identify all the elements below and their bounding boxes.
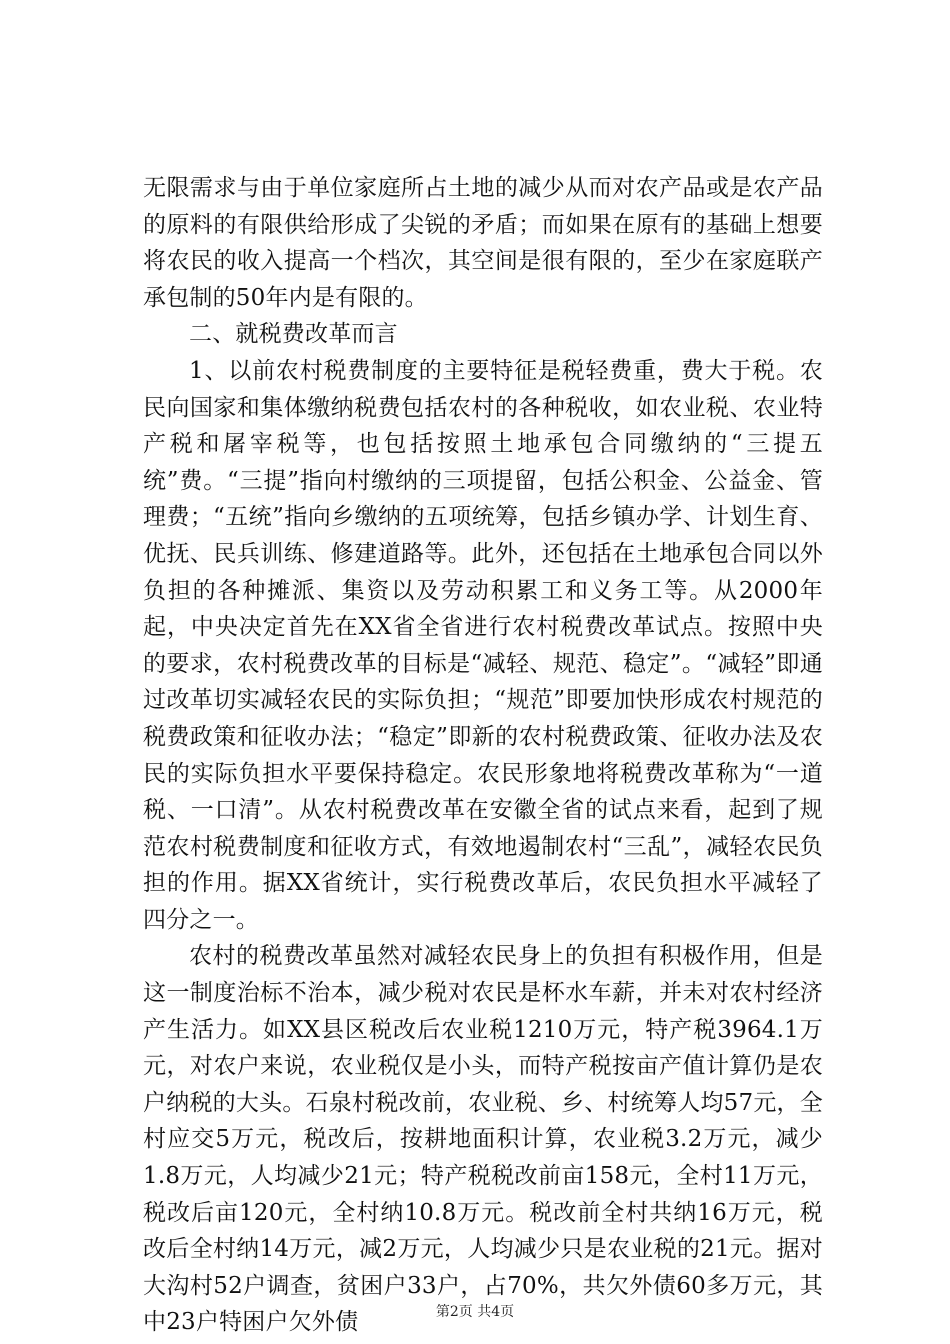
- page-footer: 第2页 共4页: [435, 1304, 515, 1320]
- section-heading: 二、就税费改革而言: [189, 321, 398, 348]
- paragraph-continuation: 无限需求与由于单位家庭所占土地的减少从而对农产品或是农产品的原料的有限供给形成了尖锐的矛盾；而如果在原有的基础上想要将农民的收入提高一个档次，其空间是很有限的，至少在家庭联产承包制的50年内是有限的。: [143, 175, 823, 311]
- document-body: [143, 170, 823, 1341]
- paragraph-tax-reform: 1、以前农村税费制度的主要特征是税轻费重，费大于税。农民向国家和集体缴纳税费包括农村的各种税收，如农业税、农业特产税和屠宰税等，也包括按照土地承包合同缴纳的“三提五统”费。“三提”指向村缴纳的三项提留，包括公积金、公益金、管理费；“五统”指向乡缴纳的五项统筹，包括乡镇办学、计划生育、优抚、民兵训练、修建道路等。此外，还包括在土地承包合同以外负担的各种摊派、集资以及劳动积累工和义务工等。从2000年起，中央决定首先在XX省全省进行农村税费改革试点。按照中央的要求，农村税费改革的目标是“减轻、规范、稳定”。“减轻”即通过改革切实减轻农民的实际负担；“规范”即要加快形成农村规范的税费政策和征收办法；“稳定”即新的农村税费政策、征收办法及农民的实际负担水平要保持稳定。农民形象地将税费改革称为“一道税、一口清”。从农村税费改革在安徽全省的试点来看，起到了规范农村税费制度和征收方式，有效地遏制农村“三乱”，减轻农民负担的作用。据XX省统计，实行税费改革后，农民负担水平减轻了四分之一。: [143, 357, 823, 933]
- paragraph-reform-effects: 农村的税费改革虽然对减轻农民身上的负担有积极作用，但是这一制度治标不治本，减少税对农民是杯水车薪，并未对农村经济产生活力。如XX县区税改后农业税1210万元，特产税3964.1万元，对农户来说，农业税仅是小头，而特产税按亩产值计算仍是农户纳税的大头。石泉村税改前，农业税、乡、村统筹人均57元，全村应交5万元，税改后，按耕地面积计算，农业税3.2万元，减少1.8万元，人均减少21元；特产税税改前亩158元，全村11万元，税改后亩120元，全村纳10.8万元。税改前全村共纳16万元，税改后全村纳14万元，减2万元，人均减少只是农业税的21元。据对大沟村52户调查，贫困户33户，占70%，共欠外债60多万元，其中23户特困户欠外债: [143, 943, 823, 1336]
